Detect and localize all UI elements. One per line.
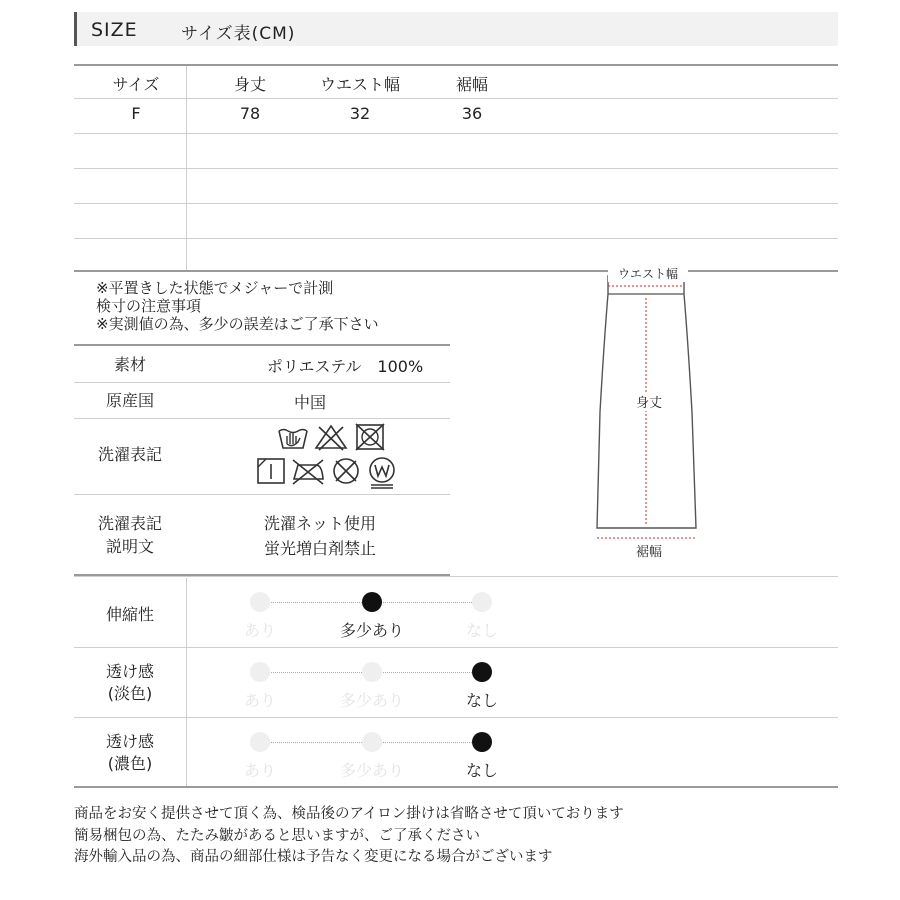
rating-label: [74, 604, 186, 626]
material-value: ポリエステル 100%: [266, 357, 424, 376]
rating-label-line: (濃色): [107, 754, 153, 773]
ratings-column-divider: [186, 578, 187, 786]
rating-dot: [250, 662, 270, 682]
line-dry-shade-icon: [256, 457, 286, 485]
cell-waist: 32: [349, 104, 371, 123]
header-waist: ウエスト幅: [319, 75, 400, 94]
rating-label: [74, 731, 186, 775]
size-table-title: サイズ表(CM): [181, 24, 296, 44]
info-divider: [74, 418, 450, 419]
size-header: [74, 12, 838, 46]
rating-dot: [472, 592, 492, 612]
header-length: 身丈: [233, 75, 266, 94]
note-line: 検寸の注意事項: [96, 297, 202, 315]
origin-label: 原産国: [105, 391, 154, 410]
rating-dot: [250, 592, 270, 612]
rating-option: 多少あり: [339, 691, 404, 710]
rating-option: 多少あり: [339, 761, 404, 780]
care-desc-1: 洗濯ネット使用: [263, 514, 376, 533]
size-label: SIZE: [91, 19, 138, 41]
table-divider: [74, 133, 838, 134]
ratings-bottom-rule: [74, 786, 838, 788]
rating-option: あり: [243, 691, 276, 710]
length-label: 身丈: [624, 392, 674, 411]
rating-label-line: 伸縮性: [105, 605, 154, 624]
table-column-divider: [186, 66, 187, 270]
info-divider: [74, 382, 450, 383]
cell-hem: 36: [461, 104, 483, 123]
table-divider: [74, 168, 838, 169]
header-size: サイズ: [112, 75, 160, 94]
material-label: 素材: [113, 355, 146, 374]
rating-label-line: 透け感: [105, 732, 154, 751]
skirt-outline: [580, 262, 720, 562]
footer-note: 商品をお安く提供させて頂く為、検品後のアイロン掛けは省略させて頂いております: [74, 806, 624, 822]
ratings-divider: [74, 717, 838, 718]
care-desc-label-1: 洗濯表記: [97, 514, 162, 533]
rating-option: なし: [465, 621, 498, 640]
no-dry-clean-icon: [330, 457, 362, 485]
hand-wash-icon: [276, 423, 310, 451]
rating-dot-selected: [472, 662, 492, 682]
no-tumble-dry-icon: [354, 423, 386, 451]
header-hem: 裾幅: [455, 75, 488, 94]
no-iron-icon: [290, 457, 326, 485]
rating-dot: [362, 732, 382, 752]
table-divider: [74, 98, 838, 99]
rating-option: 多少あり: [339, 621, 404, 640]
footer-note: 海外輸入品の為、商品の細部仕様は予告なく変更になる場合がございます: [74, 849, 553, 865]
care-desc-label-2: 説明文: [105, 537, 154, 556]
ratings-divider: [74, 647, 838, 648]
wet-clean-icon: [367, 456, 397, 490]
waist-label: ウエスト幅: [608, 265, 688, 282]
care-desc-2: 蛍光増白剤禁止: [263, 539, 376, 558]
table-top-rule: [74, 64, 838, 66]
footer-note: 簡易梱包の為、たたみ皺があると思いますが、ご了承ください: [74, 828, 480, 844]
rating-label-line: 透け感: [105, 662, 154, 681]
note-line: ※平置きした状態でメジャーで計測: [96, 279, 334, 297]
rating-label: [74, 661, 186, 705]
rating-dot-selected: [362, 592, 382, 612]
rating-option: なし: [465, 691, 498, 710]
ratings-top-rule: [74, 576, 838, 577]
info-top-rule: [74, 344, 450, 346]
rating-dot: [362, 662, 382, 682]
rating-dot-selected: [472, 732, 492, 752]
table-divider: [74, 238, 838, 239]
cell-length: 78: [239, 104, 261, 123]
rating-option: あり: [243, 761, 276, 780]
hem-label: 裾幅: [621, 541, 677, 560]
rating-dot: [250, 732, 270, 752]
rating-option: あり: [243, 621, 276, 640]
cell-size: F: [131, 104, 141, 123]
info-divider: [74, 494, 450, 495]
rating-option: なし: [465, 761, 498, 780]
rating-label-line: (淡色): [107, 684, 153, 703]
note-line: ※実測値の為、多少の誤差はご了承下さい: [96, 315, 379, 333]
origin-value: 中国: [293, 393, 326, 412]
care-label: 洗濯表記: [97, 445, 162, 464]
table-bottom-rule: [74, 270, 838, 272]
table-divider: [74, 203, 838, 204]
no-bleach-icon: [314, 423, 348, 451]
